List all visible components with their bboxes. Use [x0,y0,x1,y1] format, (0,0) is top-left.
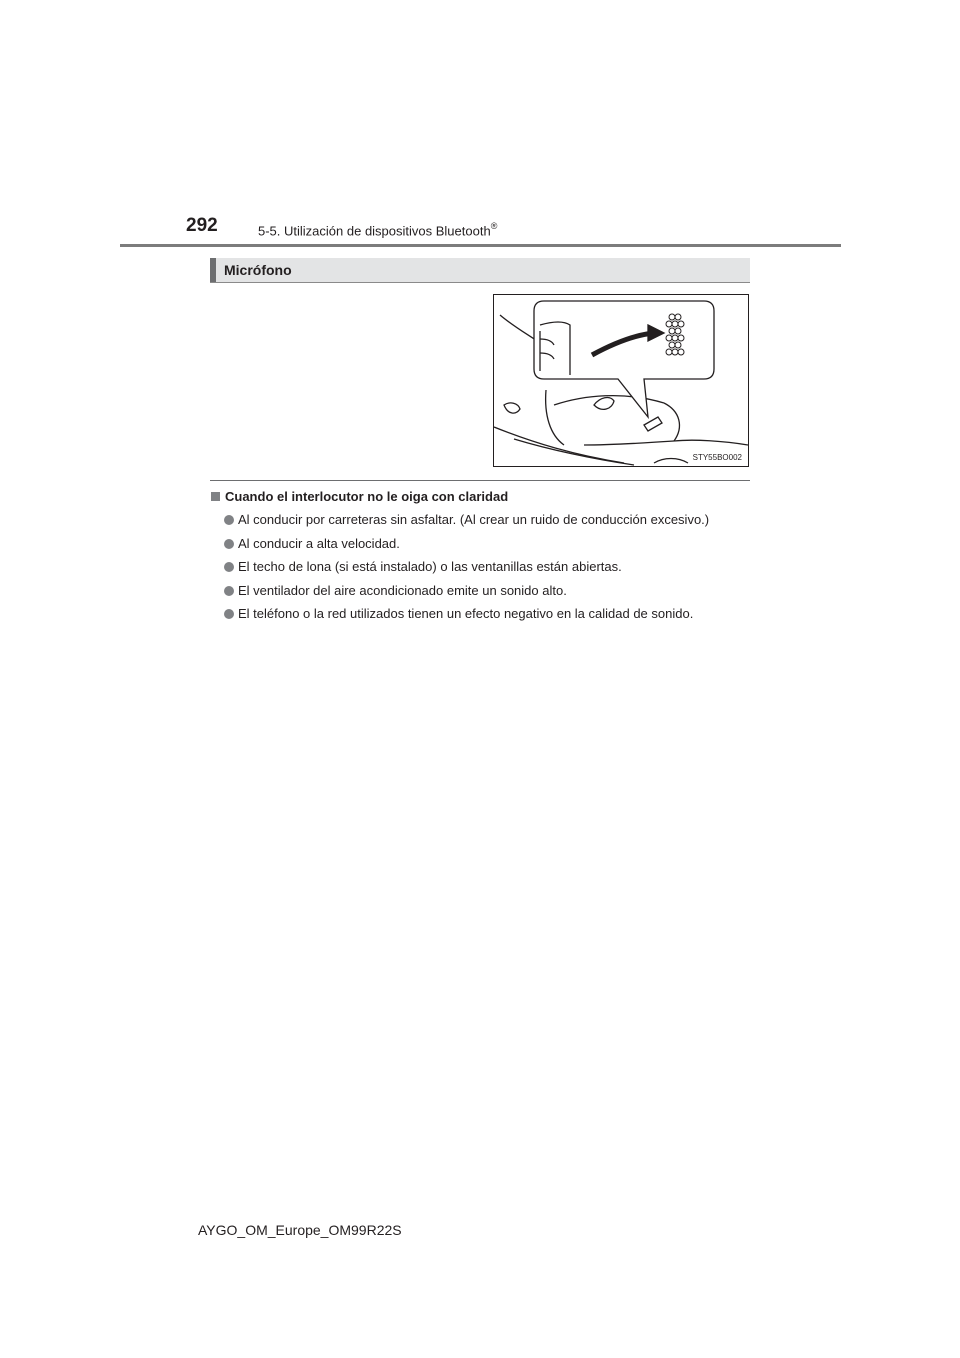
section-title-text: 5-5. Utilización de dispositivos Bluetooth [258,223,491,239]
list-item [224,536,764,560]
heading-title: Micrófono [224,262,292,278]
microphone-figure [493,294,749,467]
bullet-dot-icon [224,562,234,572]
figure-code: STY55BO002 [692,453,742,462]
list-item-text: Al conducir a alta velocidad. [238,535,400,551]
list-item-text: El teléfono o la red utilizados tienen un efecto negativo en la calidad de sonido. [238,606,694,621]
heading-accent [210,258,216,282]
list-item-text: El ventilador del aire acondicionado emite un sonido alto. [238,582,567,598]
list-item [224,583,764,607]
section-heading [210,258,750,283]
bullet-dot-icon [224,539,234,549]
bullet-dot-icon [224,515,234,525]
list-item [224,512,764,536]
list-item [224,606,764,630]
content-rule [210,480,750,481]
page-number: 292 [186,215,218,236]
microphone-location-illustration [494,295,748,466]
bullet-dot-icon [224,586,234,596]
note-list [224,512,764,630]
registered-mark: ® [490,221,498,231]
header-rule [120,244,841,247]
list-item [224,559,764,583]
section-title [258,222,497,238]
document-footer: AYGO_OM_Europe_OM99R22S [198,1222,402,1238]
bullet-dot-icon [224,609,234,619]
list-item-text: Al conducir por carreteras sin asfaltar. (Al crear un ruido de conducción excesivo.) [238,512,710,527]
note-title: Cuando el interlocutor no le oiga con claridad [225,489,509,504]
square-bullet-icon [211,492,220,501]
note-heading [211,489,508,504]
list-item-text: El techo de lona (si está instalado) o las ventanillas están abiertas. [238,559,622,574]
